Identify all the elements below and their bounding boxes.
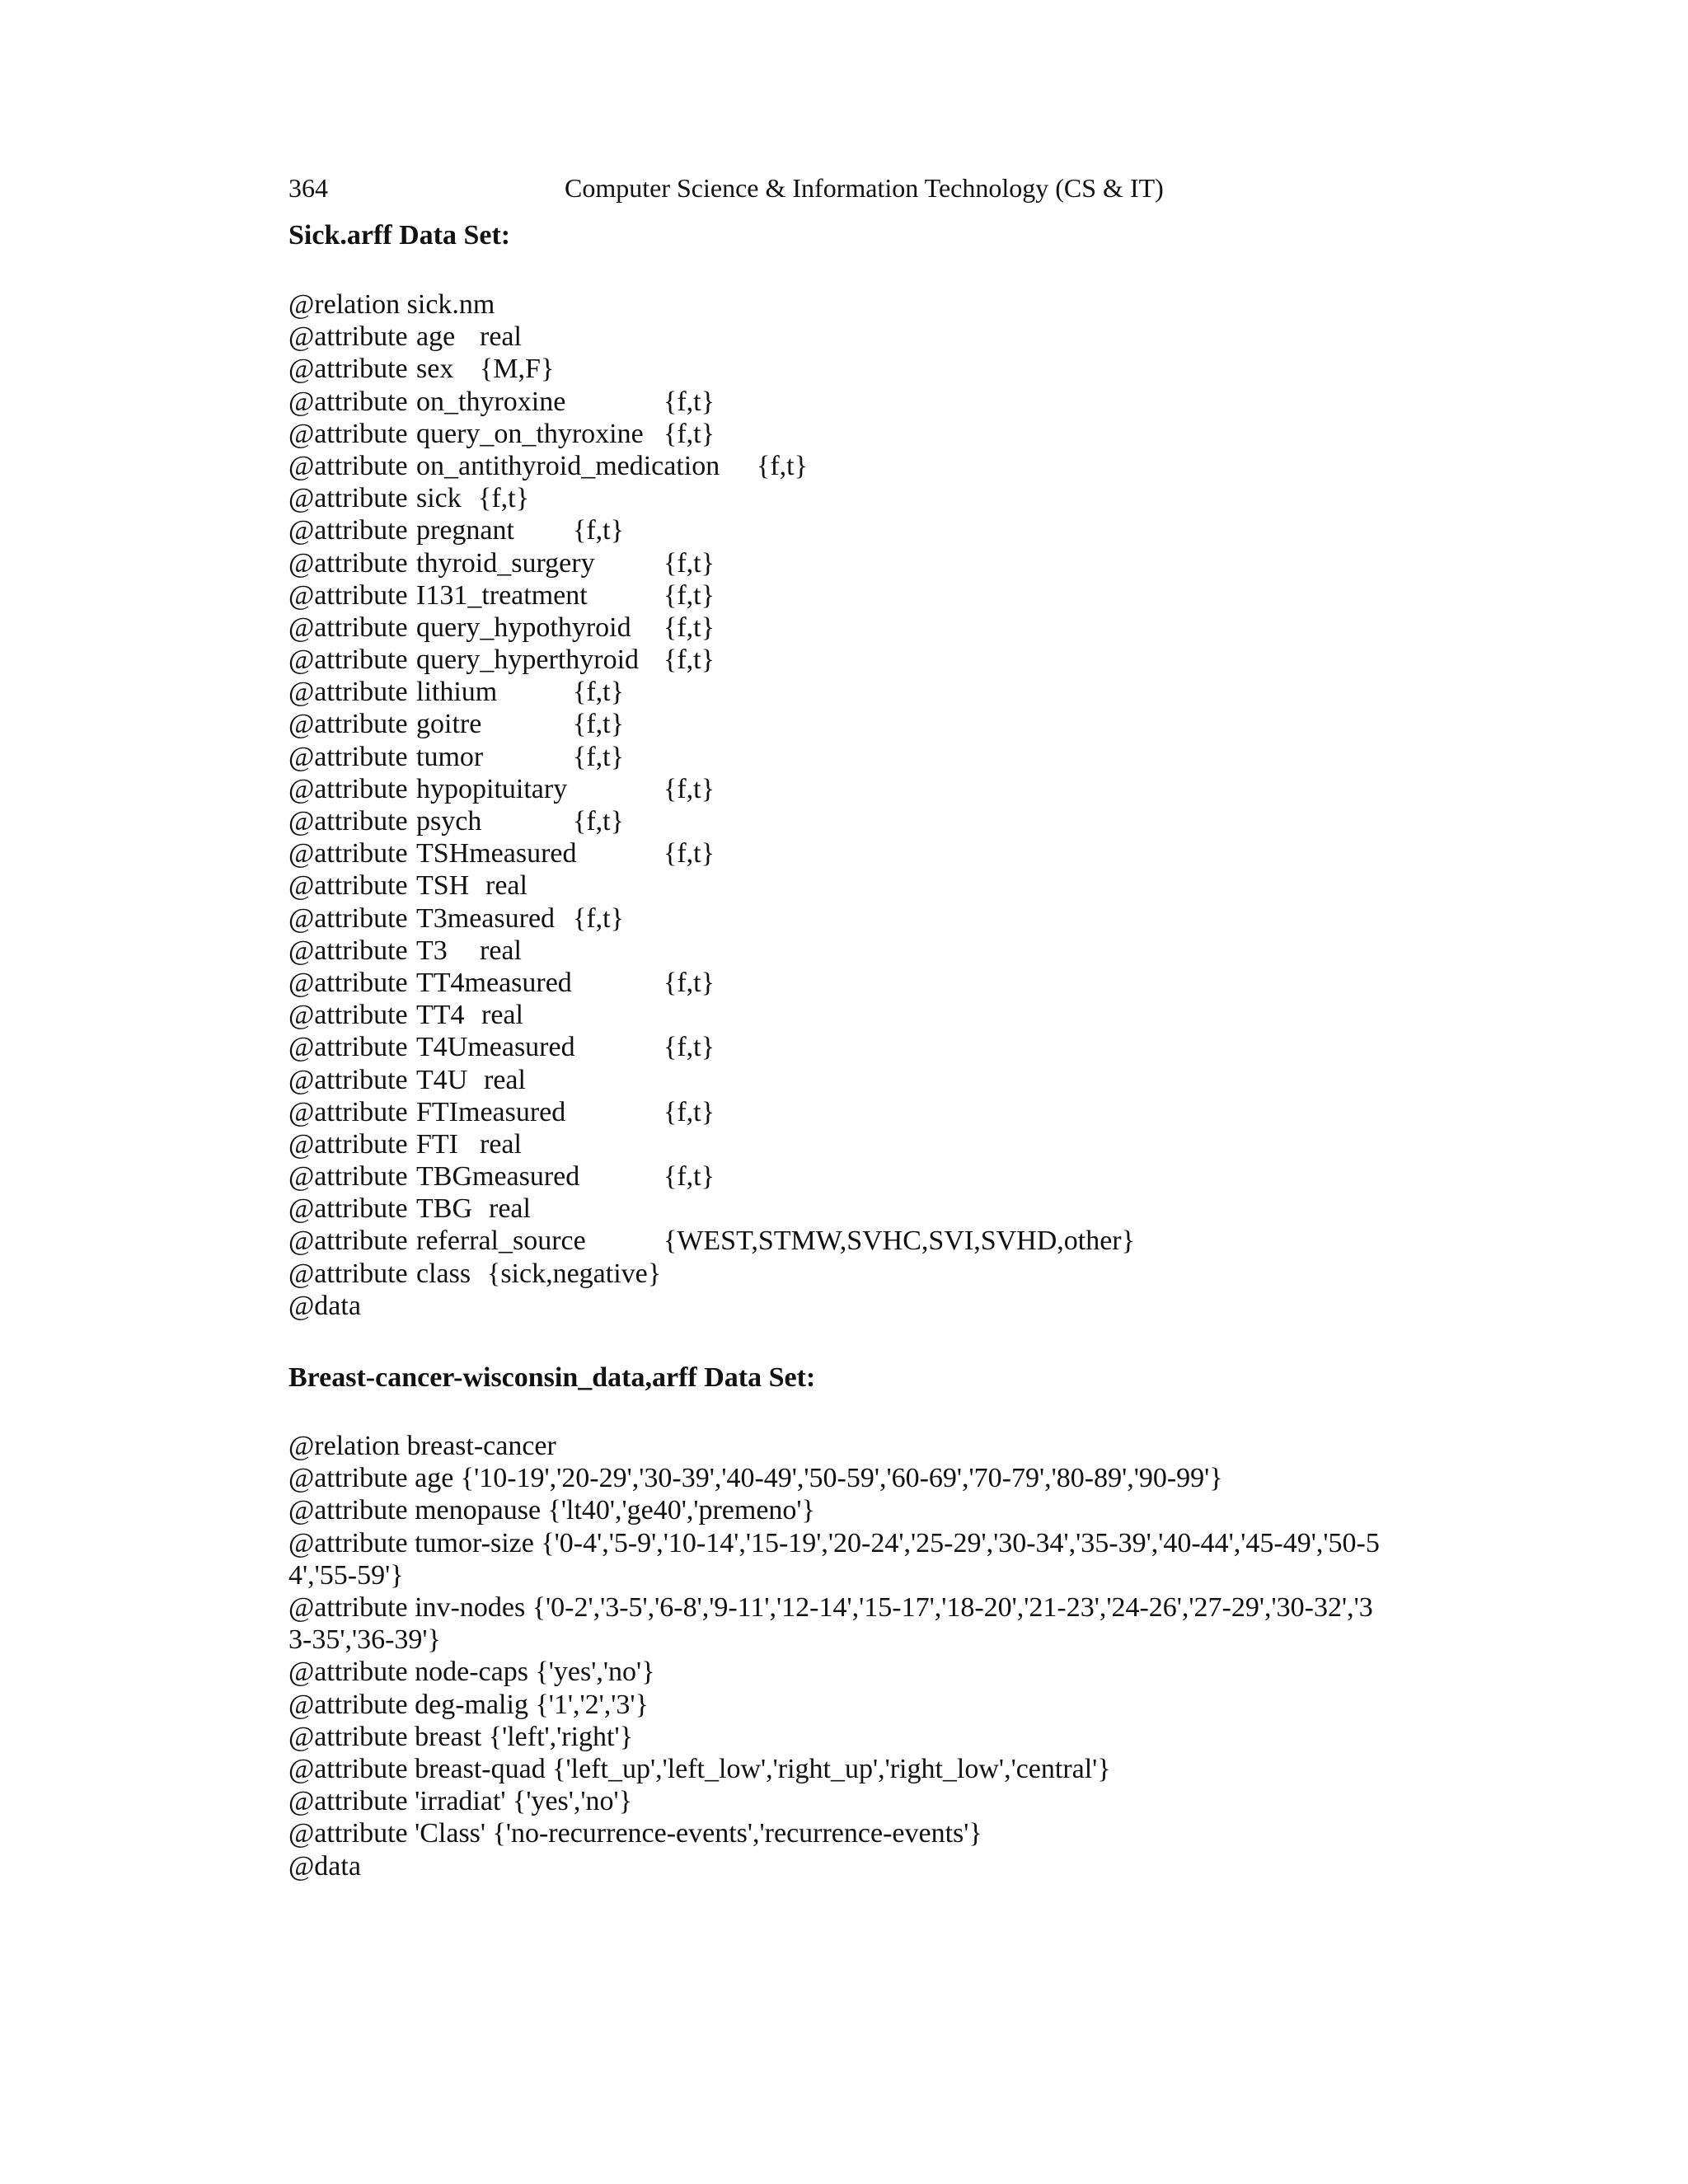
attribute-type: real [480,321,522,353]
attribute-keyword: @attribute [288,1064,408,1095]
attribute-line [288,676,1401,708]
attribute-name: on_antithyroid_medication [416,450,720,481]
attribute-line [288,1258,1401,1290]
attribute-keyword: @attribute [288,741,408,772]
attribute-line: @attribute inv-nodes {'0-2','3-5','6-8','9-11','12-14','15-17','18-20','21-23','24-26','27-29','30-32','33-35','36-39'} [288,1592,1373,1656]
attribute-name: thyroid_surgery [416,547,595,579]
relation-line: @relation sick.nm [288,289,495,320]
attribute-name: FTI [416,1128,458,1160]
attribute-name: lithium [416,677,498,708]
attribute-name: sick [416,483,462,514]
attribute-name: on_thyroxine [416,386,566,417]
attribute-line [288,418,1401,450]
attribute-name: T3measured [416,902,556,934]
attribute-name: I131_treatment [416,579,588,611]
attribute-type: {f,t} [573,741,624,772]
attribute-name: T4Umeasured [416,1032,575,1063]
attribute-keyword: @attribute [288,967,408,998]
attribute-type: {f,t} [663,547,715,579]
attribute-keyword: @attribute [288,1226,408,1257]
attribute-line [288,579,1401,612]
attribute-line: @attribute breast {'left','right'} [288,1721,633,1752]
attribute-keyword: @attribute [288,1128,408,1160]
sick-section-heading: Sick.arff Data Set: [288,220,511,251]
attribute-type: {f,t} [663,644,715,676]
attribute-line: @attribute tumor-size {'0-4','5-9','10-14','15-19','20-24','25-29','30-34','35-39','40-44','45-49','50-54','55-59'} [288,1527,1380,1591]
attribute-line: @attribute 'Class' {'no-recurrence-events','recurrence-events'} [288,1818,982,1849]
attribute-name: TSHmeasured [416,838,577,869]
attribute-keyword: @attribute [288,709,408,740]
attribute-keyword: @attribute [288,1000,408,1031]
attribute-keyword: @attribute [288,902,408,934]
attribute-type: {f,t} [663,1096,715,1127]
attribute-keyword: @attribute [288,354,408,385]
attribute-name: psych [416,806,482,837]
attribute-type: {f,t} [663,838,715,869]
attribute-line: @attribute deg-malig {'1','2','3'} [288,1689,649,1720]
attribute-type: real [480,935,522,966]
attribute-keyword: @attribute [288,1032,408,1063]
attribute-name: FTImeasured [416,1096,566,1127]
attribute-line [288,1096,1401,1128]
data-line: @data [288,1850,361,1882]
attribute-name: TBGmeasured [416,1161,580,1193]
attribute-name: query_on_thyroxine [416,418,644,449]
attribute-line [288,1193,1401,1225]
attribute-type: {f,t} [663,386,715,417]
attribute-type: real [489,1193,531,1225]
attribute-name: TSH [416,870,470,902]
attribute-line [288,612,1401,644]
attribute-keyword: @attribute [288,1193,408,1225]
page-header [288,170,1401,206]
attribute-keyword: @attribute [288,806,408,837]
page-number: 364 [288,173,328,203]
attribute-line [288,869,1401,902]
attribute-keyword: @attribute [288,677,408,708]
attribute-type: {f,t} [663,612,715,643]
attribute-line [288,386,1401,418]
attribute-line [288,967,1401,999]
attribute-line [288,353,1401,385]
data-line: @data [288,1290,361,1321]
attribute-type: {f,t} [573,709,624,740]
attribute-keyword: @attribute [288,1161,408,1193]
breast-arff-listing [288,1430,1401,1882]
attribute-type: real [480,1128,522,1160]
attribute-type: {WEST,STMW,SVHC,SVI,SVHD,other} [663,1226,1135,1257]
attribute-name: TT4 [416,1000,465,1031]
attribute-line [288,805,1401,837]
attribute-line [288,1160,1401,1193]
attribute-line [288,999,1401,1031]
attribute-type: {M,F} [480,354,555,385]
attribute-line [288,773,1401,805]
attribute-type: {f,t} [663,1161,715,1193]
relation-line: @relation breast-cancer [288,1431,556,1461]
attribute-type: real [484,1064,526,1095]
attribute-name: T4U [416,1064,468,1095]
attribute-name: tumor [416,741,484,772]
attribute-name: class [416,1258,471,1289]
attribute-type: {f,t} [573,677,624,708]
attribute-type: {f,t} [663,1032,715,1063]
attribute-line [288,1225,1401,1257]
attribute-line [288,450,1401,482]
attribute-line: @attribute 'irradiat' {'yes','no'} [288,1786,632,1817]
attribute-keyword: @attribute [288,1096,408,1127]
attribute-keyword: @attribute [288,612,408,643]
attribute-keyword: @attribute [288,321,408,353]
attribute-name: TT4measured [416,967,572,998]
sick-arff-listing [288,288,1401,1322]
attribute-line [288,514,1401,546]
attribute-keyword: @attribute [288,386,408,417]
attribute-name: pregnant [416,515,514,546]
attribute-line: @attribute breast-quad {'left_up','left_low','right_up','right_low','central'} [288,1754,1111,1785]
attribute-name: T3 [416,935,448,966]
attribute-name: referral_source [416,1226,586,1257]
breast-section-heading: Breast-cancer-wisconsin_data,arff Data Set: [288,1362,816,1393]
running-title: Computer Science & Information Technology (CS & IT) [565,173,1164,203]
attribute-type: {f,t} [663,773,715,804]
attribute-line [288,1128,1401,1160]
attribute-type: {f,t} [573,806,624,837]
attribute-keyword: @attribute [288,483,408,514]
attribute-name: hypopituitary [416,773,568,804]
attribute-keyword: @attribute [288,515,408,546]
attribute-keyword: @attribute [288,935,408,966]
attribute-line [288,1031,1401,1063]
attribute-type: {f,t} [663,418,715,449]
attribute-type: real [481,1000,523,1031]
attribute-name: goitre [416,709,482,740]
attribute-type: {f,t} [663,579,715,611]
attribute-line [288,547,1401,579]
attribute-line [288,321,1401,353]
attribute-name: age [416,321,456,353]
attribute-type: {f,t} [478,483,529,514]
attribute-type: {f,t} [573,515,624,546]
attribute-name: query_hyperthyroid [416,644,640,676]
attribute-name: sex [416,354,454,385]
attribute-type: {f,t} [573,902,624,934]
attribute-type: {sick,negative} [487,1258,662,1289]
attribute-line [288,741,1401,773]
attribute-line: @attribute menopause {'lt40','ge40','premeno'} [288,1495,815,1526]
attribute-keyword: @attribute [288,870,408,902]
attribute-line [288,1064,1401,1096]
attribute-keyword: @attribute [288,450,408,481]
attribute-keyword: @attribute [288,1258,408,1289]
attribute-type: {f,t} [663,967,715,998]
attribute-line [288,482,1401,514]
attribute-line: @attribute node-caps {'yes','no'} [288,1657,655,1688]
attribute-keyword: @attribute [288,838,408,869]
attribute-name: query_hypothyroid [416,612,631,643]
attribute-line [288,644,1401,676]
attribute-type: real [485,870,528,902]
attribute-keyword: @attribute [288,418,408,449]
attribute-line [288,935,1401,967]
attribute-line: @attribute age {'10-19','20-29','30-39','40-49','50-59','60-69','70-79','80-89','90-99'} [288,1463,1223,1494]
attribute-keyword: @attribute [288,644,408,676]
attribute-line [288,837,1401,869]
attribute-keyword: @attribute [288,579,408,611]
attribute-keyword: @attribute [288,773,408,804]
attribute-name: TBG [416,1193,472,1225]
attribute-keyword: @attribute [288,547,408,579]
attribute-type: {f,t} [757,450,808,481]
attribute-line [288,708,1401,740]
attribute-line [288,902,1401,935]
